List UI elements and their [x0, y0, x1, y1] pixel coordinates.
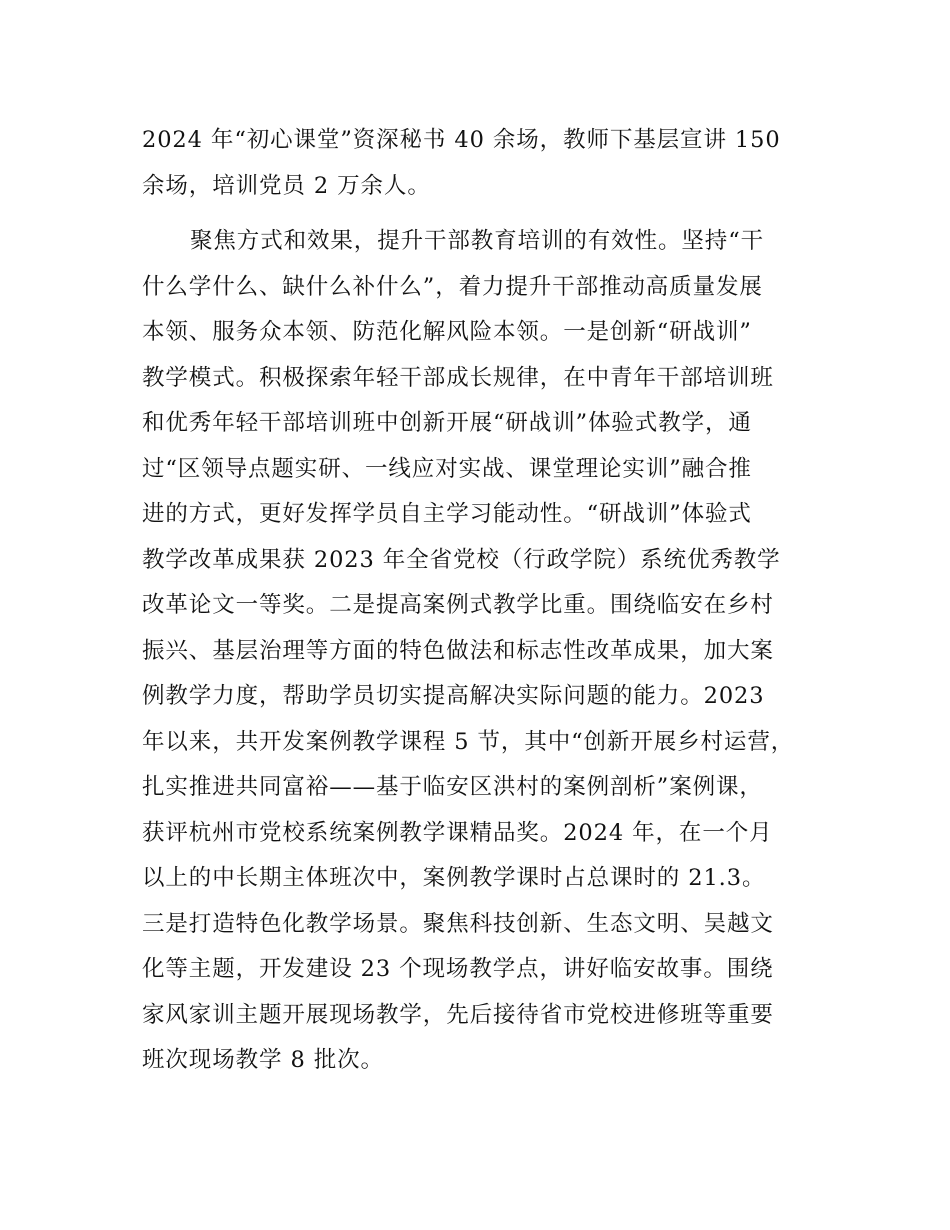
text-line: 以上的中长期主体班次中，案例教学课时占总课时的 21.3。	[142, 865, 766, 891]
text-line: 和优秀年轻干部培训班中创新开展“研战训”体验式教学，通	[142, 410, 752, 436]
body-text	[142, 118, 822, 1084]
text-line: 进的方式，更好发挥学员自主学习能动性。“研战训”体验式	[142, 501, 752, 527]
text-line: 年以来，共开发案例教学课程 5 节，其中“创新开展乡村运营，	[142, 728, 795, 755]
text-line: 本领、服务众本领、防范化解风险本领。一是创新“研战训”	[142, 319, 752, 345]
paragraph-gap	[142, 209, 822, 219]
text-line: 改革论文一等奖。二是提高案例式教学比重。围绕临安在乡村	[142, 592, 774, 618]
paragraph-2	[142, 219, 822, 1084]
text-line: 聚焦方式和效果，提升干部教育培训的有效性。坚持“干	[190, 228, 765, 254]
text-line: 2024 年“初心课堂”资深秘书 40 余场，教师下基层宣讲 150	[142, 127, 781, 153]
text-line: 化等主题，开发建设 23 个现场教学点，讲好临安故事。围绕	[142, 956, 774, 982]
text-line: 过“区领导点题实研、一线应对实战、课堂理论实训”融合推	[142, 455, 752, 482]
paragraph-1	[142, 118, 822, 209]
text-line: 振兴、基层治理等方面的特色做法和标志性改革成果，加大案	[142, 637, 774, 664]
text-line: 什么学什么、缺什么补什么”，着力提升干部推动高质量发展	[142, 273, 763, 300]
text-line: 三是打造特色化教学场景。聚焦科技创新、生态文明、吴越文	[142, 910, 774, 937]
text-line: 家风家训主题开展现场教学，先后接待省市党校进修班等重要	[142, 1001, 774, 1028]
text-line: 教学模式。积极探索年轻干部成长规律，在中青年干部培训班	[142, 364, 774, 391]
text-line: 获评杭州市党校系统案例教学课精品奖。2024 年，在一个月	[142, 819, 773, 846]
text-line: 教学改革成果获 2023 年全省党校（行政学院）系统优秀教学	[142, 546, 781, 573]
text-line: 余场，培训党员 2 万余人。	[142, 172, 431, 199]
text-line: 扎实推进共同富裕——基于临安区洪村的案例剖析”案例课，	[142, 774, 763, 800]
text-line: 例教学力度，帮助学员切实提高解决实际问题的能力。2023	[142, 683, 765, 709]
text-line: 班次现场教学 8 批次。	[142, 1047, 384, 1073]
